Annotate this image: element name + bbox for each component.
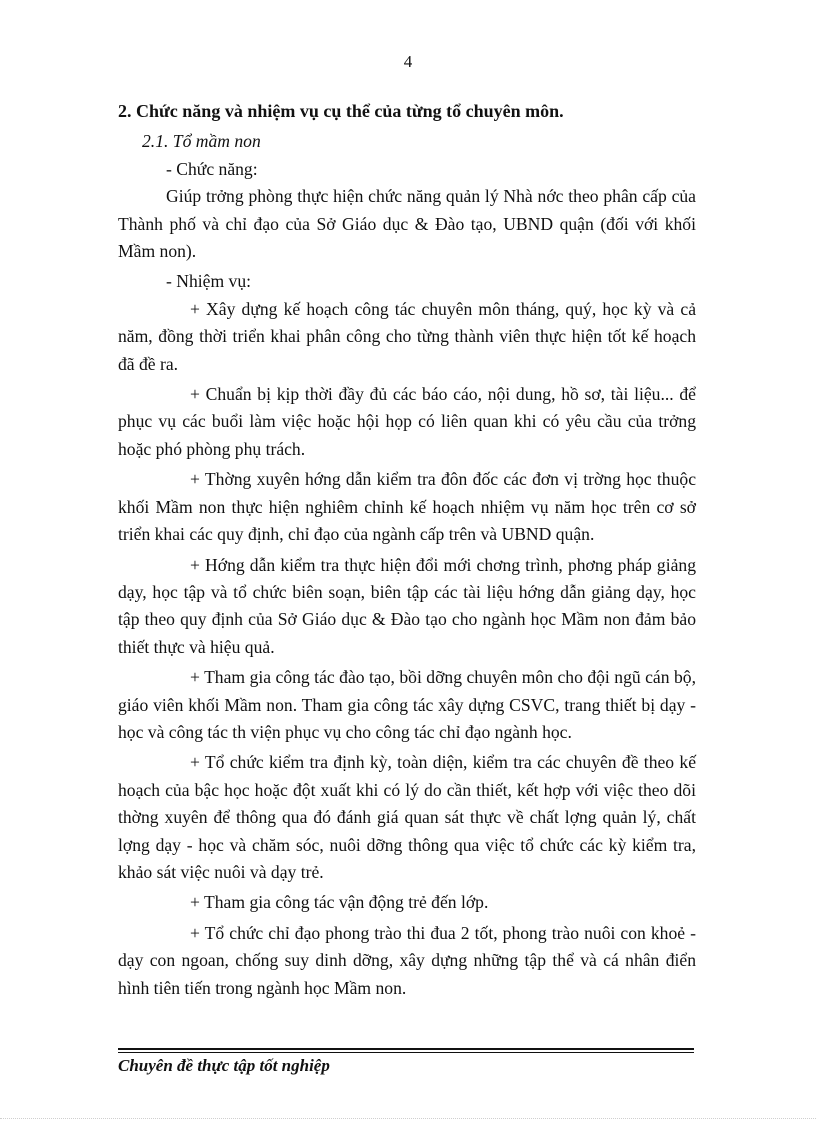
- duty-item: + Tham gia công tác đào tạo, bồi dỡng chuyên môn cho đội ngũ cán bộ, giáo viên khối Mầm non. Tham gia công tác xây dựng CSVC, trang thiết bị dạy - học và công tác th viện phục vụ cho công tác chỉ đạo ngành học.: [118, 667, 696, 742]
- subsection-title: 2.1. Tổ mầm non: [142, 131, 261, 152]
- duty-item: + Chuẩn bị kịp thời đầy đủ các báo cáo, nội dung, hồ sơ, tài liệu... để phục vụ các buổi làm việc hoặc hội họp có liên quan khi có yêu cầu của trởng hoặc phó phòng phụ trách.: [118, 384, 696, 459]
- page-edge-divider: [0, 1118, 816, 1119]
- duty-item: + Xây dựng kế hoạch công tác chuyên môn tháng, quý, học kỳ và cả năm, đồng thời triển khai phân công cho từng thành viên thực hiện tốt kế hoạch đã đề ra.: [118, 298, 696, 374]
- footer-rule-thin: [118, 1052, 694, 1053]
- document-body: [118, 98, 696, 1005]
- function-label: - Chức năng:: [166, 158, 258, 179]
- section-title: 2. Chức năng và nhiệm vụ cụ thể của từng tổ chuyên môn.: [118, 101, 564, 121]
- duty-item: + Thờng xuyên hớng dẫn kiểm tra đôn đốc các đơn vị trờng học thuộc khối Mầm non thực hiện nghiêm chỉnh kế hoạch nhiệm vụ năm học trên cơ sở triển khai các quy định, chỉ đạo của ngành cấp trên và UBND quận.: [118, 469, 696, 545]
- duty-item: + Tổ chức chỉ đạo phong trào thi đua 2 tốt, phong trào nuôi con khoẻ - dạy con ngoan, chống suy dinh dỡng, xây dựng những tập thể và cá nhân điển hình tiên tiến trong ngành học Mầm non.: [118, 922, 696, 998]
- duty-label: - Nhiệm vụ:: [166, 271, 252, 292]
- duty-item: + Tổ chức kiểm tra định kỳ, toàn diện, kiểm tra các chuyên đề theo kế hoạch của bậc học hoặc đột xuất khi có lý do cần thiết, kết hợp với việc theo dõi thờng xuyên để thông qua đó đánh giá quan sát thực về chất lợng quản lý, chất lợng dạy - học và chăm sóc, nuôi dỡng thông qua việc tổ chức các kỳ kiểm tra, khảo sát việc nuôi và dạy trẻ.: [118, 752, 696, 882]
- duty-item: + Hớng dẫn kiểm tra thực hiện đổi mới chơng trình, phơng pháp giảng dạy, học tập và tổ chức biên soạn, biên tập các tài liệu hớng dẫn giảng dạy, học tập theo quy định của Sở Giáo dục & Đào tạo cho ngành học Mầm non đảm bảo thiết thực và hiệu quả.: [118, 554, 696, 657]
- function-text: Giúp trởng phòng thực hiện chức năng quản lý Nhà nớc theo phân cấp của Thành phố và chỉ đạo của Sở Giáo dục & Đào tạo, UBND quận (đối với khối Mầm non).: [118, 186, 696, 262]
- footer-text: Chuyên đề thực tập tốt nghiệp: [118, 1056, 330, 1075]
- duty-item: + Tham gia công tác vận động trẻ đến lớp.: [190, 892, 489, 913]
- page-number: 4: [403, 52, 413, 71]
- footer-rule: [118, 1048, 694, 1050]
